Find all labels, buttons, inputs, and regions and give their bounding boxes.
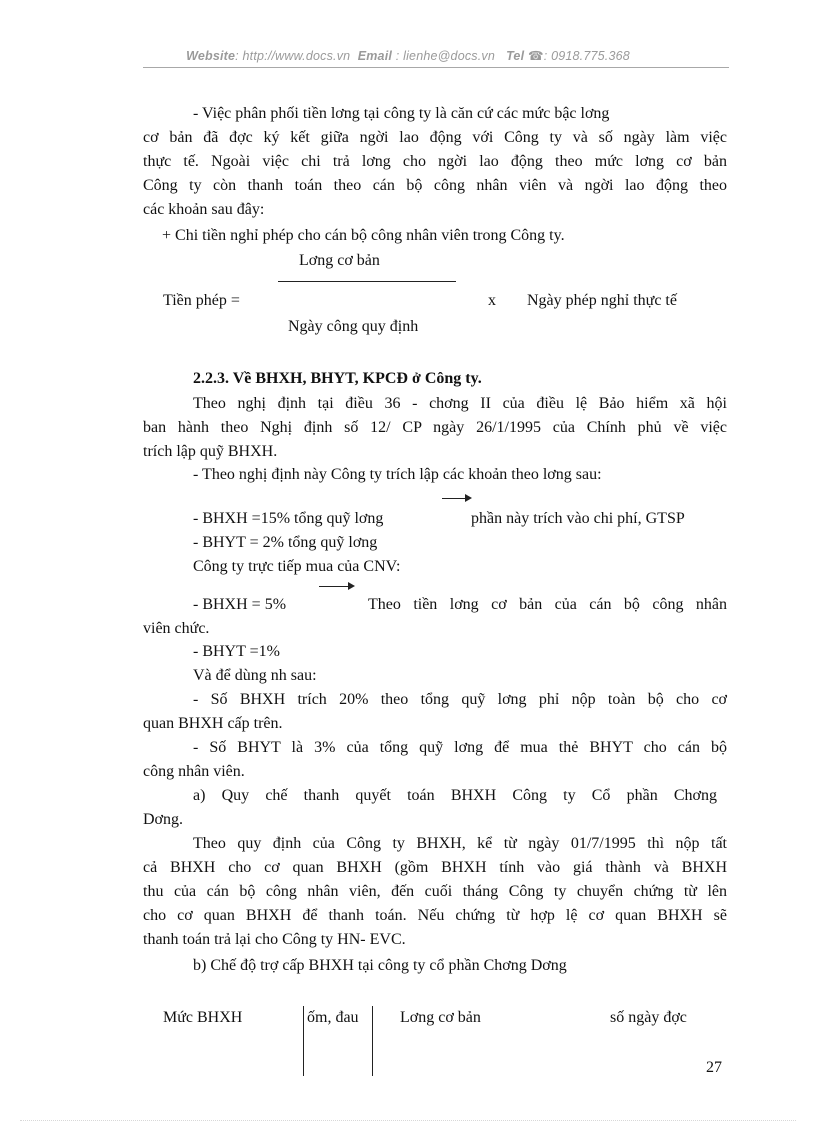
formula-times: x [488,292,496,309]
header-website-value: : http://www.docs.vn [235,49,351,63]
p2-line-2: ban hành theo Nghị định số 12/ CP ngày 26/1/1995 của Chính phủ về việc [143,419,727,436]
p1-line-4: Công ty còn thanh toán theo cán bộ công nhân viên và ngời lao động theo [143,177,727,194]
header-tel-value: ☎: 0918.775.368 [527,49,630,63]
page-number: 27 [706,1059,722,1076]
table-col-luong-co-ban: Lơng cơ bản [400,1009,481,1026]
bhxh-5-right: Theo tiền lơng cơ bản của cán bộ công nhân [368,596,727,613]
arrow-right-icon [442,498,470,499]
bhxh-5-left: - BHXH = 5% [193,596,287,613]
header-tel-label: Tel [506,49,525,63]
bhxh-15-right: phần này trích vào chi phí, GTSP [471,510,685,527]
bullet-line: + Chi tiền nghỉ phép cho cán bộ công nhân viên trong Công ty. [162,227,565,244]
p2-line-1: Theo nghị định tại điều 36 - chơng II của điều lệ Bảo hiểm xã hội [193,395,727,412]
p2-line-3: trích lập quỹ BHXH. [143,443,278,460]
p7-line-1: Theo quy định của Công ty BHXH, kể từ ngày 01/7/1995 thì nộp tất [193,835,727,852]
p1-line-2: cơ bản đã đợc ký kết giữa ngời lao động với Công ty và số ngày làm việc [143,129,727,146]
vadung-line: Và để dùng nh sau: [193,667,317,684]
p5-line-1: - Số BHYT là 3% của tổng quỹ lơng để mua thẻ BHYT cho cán bộ [193,739,727,756]
bottom-border [20,1120,796,1121]
bhxh-15-left: - BHXH =15% tổng quỹ lơng [193,510,384,527]
p1-line-1: - Việc phân phối tiền lơng tại công ty là căn cứ các mức bậc lơng [193,105,610,122]
header-email-value: : lienhe@docs.vn [395,49,496,63]
table-col-om-dau: ốm, đau [307,1009,359,1026]
formula-denominator: Ngày công quy định [288,318,419,335]
p6-line-1: a) Quy chế thanh quyết toán BHXH Công ty Cổ phần Chơng [193,787,717,804]
table-col-muc-bhxh: Mức BHXH [163,1009,243,1026]
header-website-label: Website [186,49,236,63]
bhxh-5-cont: viên chức. [143,620,210,637]
bhyt-1-line: - BHYT =1% [193,643,280,660]
p5-line-2: công nhân viên. [143,763,245,780]
p7-line-5: thanh toán trả lại cho Công ty HN- EVC. [143,931,406,948]
table-divider-1 [303,1006,304,1076]
p4-line-1: - Số BHXH trích 20% theo tổng quỹ lơng phỉ nộp toàn bộ cho cơ [193,691,727,708]
p3-line: - Theo nghị định này Công ty trích lập các khoản theo lơng sau: [193,466,602,483]
bhyt-2-line: - BHYT = 2% tổng quỹ lơng [193,534,378,551]
p1-line-3: thực tế. Ngoài việc chi trả lơng cho ngời lao động theo mức lơng cơ bản [143,153,727,170]
p1-line-5: các khoản sau đây: [143,201,265,218]
header-email-label: Email [357,49,393,63]
formula-numerator: Lơng cơ bản [299,252,380,269]
p7-line-2: cả BHXH cho cơ quan BHXH (gồm BHXH tính vào giá thành và BHXH [143,859,727,876]
p7-line-3: thu của cán bộ công nhân viên, đến cuối tháng Công ty chuyển chứng từ lên [143,883,727,900]
arrow-right-icon-2 [319,586,353,587]
formula-factor: Ngày phép nghỉ thực tế [527,292,677,309]
p8-line: b) Chế độ trợ cấp BHXH tại công ty cổ phần Chơng Dơng [193,957,567,974]
fraction-bar [278,281,456,282]
section-heading: 2.2.3. Về BHXH, BHYT, KPCĐ ở Công ty. [193,370,482,387]
p7-line-4: cho cơ quan BHXH để thanh toán. Nếu chứng từ hợp lệ cơ quan BHXH sẽ [143,907,727,924]
table-col-so-ngay: số ngày đợc [610,1009,687,1026]
table-divider-2 [372,1006,373,1076]
p4-line-2: quan BHXH cấp trên. [143,715,283,732]
p6-line-2: Dơng. [143,811,184,828]
page-header [0,48,816,63]
cnv-line: Công ty trực tiếp mua của CNV: [193,558,401,575]
header-divider [143,67,729,68]
formula-lhs: Tiền phép = [163,292,240,309]
